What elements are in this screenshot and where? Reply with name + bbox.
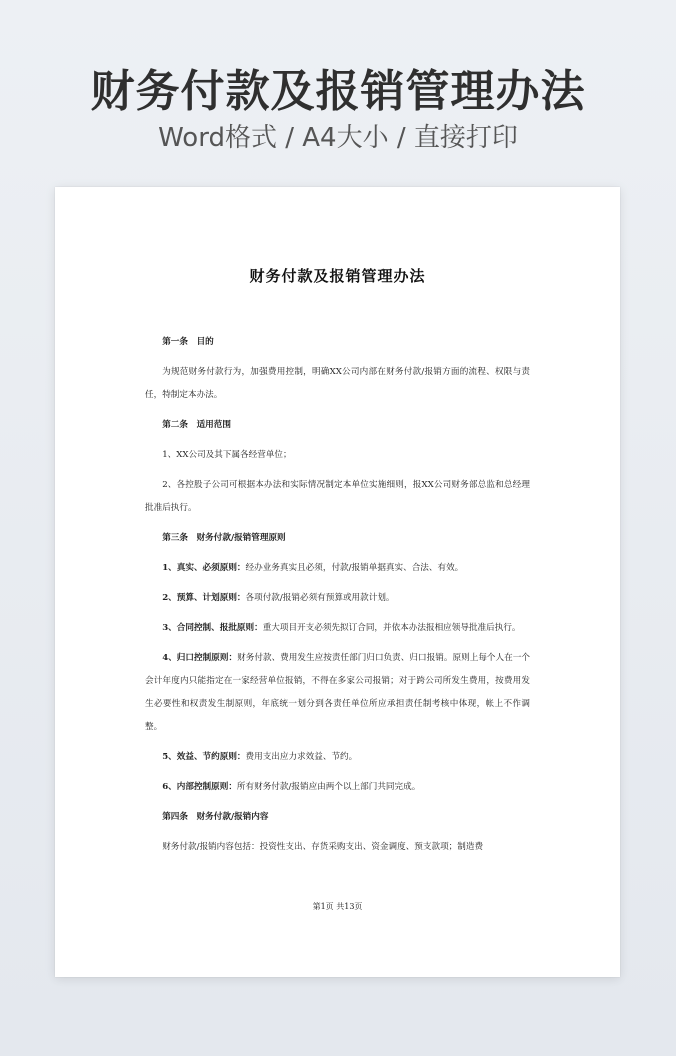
page-number: 第1页 共13页 bbox=[312, 902, 363, 911]
principle-label: 6、内部控制原则： bbox=[162, 782, 237, 792]
article-1-paragraph: 为规范财务付款行为，加强费用控制，明确XX公司内部在财务付款/报销方面的流程、权限与责任，特制定本办法。 bbox=[145, 367, 530, 400]
article-2-heading: 第二条 适用范围 bbox=[162, 420, 231, 430]
principle-text: 财务付款、费用发生应按责任部门归口负责、归口报销。原则上每个人在一个会计年度内只能指定在一家经营单位报销，不得在多家公司报销；对于跨公司所发生费用，按费用发生必要性和权责发生制原则，年底统一划分到各责任单位所应承担责任制考核中体现，帐上不作调整。 bbox=[145, 653, 530, 732]
principle-label: 4、归口控制原则： bbox=[162, 653, 238, 663]
principle-text: 经办业务真实且必须，付款/报销单据真实、合法、有效。 bbox=[245, 563, 464, 573]
principle-label: 5、效益、节约原则： bbox=[162, 752, 246, 762]
article-3-item-3 bbox=[145, 617, 530, 640]
principle-text: 所有财务付款/报销应由两个以上部门共同完成。 bbox=[236, 782, 421, 792]
article-1-heading: 第一条 目的 bbox=[162, 337, 214, 347]
article-3-item-2 bbox=[145, 587, 530, 610]
article-3-item-6 bbox=[145, 776, 530, 799]
article-3-item-1 bbox=[145, 557, 530, 580]
principle-label: 3、合同控制、报批原则： bbox=[162, 623, 263, 633]
article-4-paragraph: 财务付款/报销内容包括：投资性支出、存货采购支出、资金调度、预支款项；制造费 bbox=[162, 842, 484, 852]
principle-label: 2、预算、计划原则： bbox=[162, 593, 246, 603]
article-4-heading: 第四条 财务付款/报销内容 bbox=[162, 812, 269, 822]
article-2-item-1: 1、XX公司及其下属各经营单位； bbox=[162, 450, 292, 460]
document-title: 财务付款及报销管理办法 bbox=[249, 267, 426, 285]
principle-text: 各项付款/报销必须有预算或用款计划。 bbox=[245, 593, 395, 603]
article-3-item-4 bbox=[145, 647, 530, 739]
document-body bbox=[145, 331, 530, 866]
document-page bbox=[55, 187, 620, 977]
banner-title: 财务付款及报销管理办法 bbox=[90, 66, 586, 117]
banner-subtitle: Word格式 / A4大小 / 直接打印 bbox=[158, 123, 518, 153]
principle-text: 重大项目开支必须先拟订合同，并依本办法报相应领导批准后执行。 bbox=[262, 623, 521, 633]
article-3-heading: 第三条 财务付款/报销管理原则 bbox=[162, 533, 286, 543]
article-3-item-5 bbox=[145, 746, 530, 769]
principle-text: 费用支出应力求效益、节约。 bbox=[245, 752, 358, 762]
principle-label: 1、真实、必须原则： bbox=[162, 563, 246, 573]
article-2-item-2: 2、各控股子公司可根据本办法和实际情况制定本单位实施细则，报XX公司财务部总监和总经理批准后执行。 bbox=[145, 480, 530, 513]
